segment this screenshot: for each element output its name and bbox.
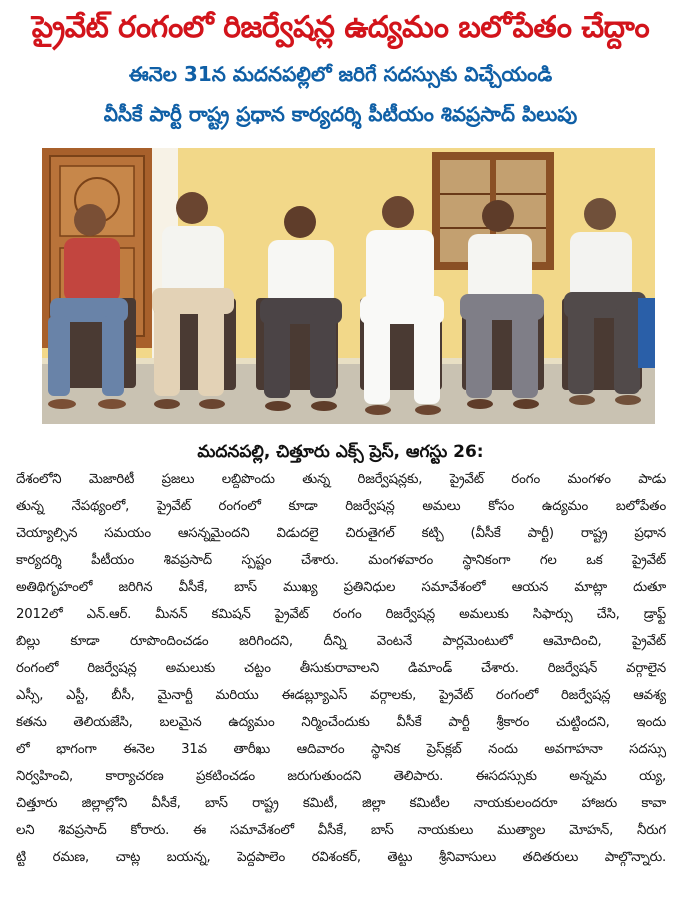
- body-line: నిర్వహించి, కార్యాచరణ ప్రకటించడం జరుగుతుందని తెలిపారు. ఈసదస్సుకు అన్నమ య్య,: [16, 769, 666, 784]
- body-line: కతను తెలియజేసి, బలమైన ఉద్యమం నిర్మించేందుకు వీసీకే పార్టీ శ్రీకారం చుట్టిందని, ఇందు: [16, 715, 666, 730]
- body-line: లో భాగంగా ఈనెల 31వ తారీఖు ఆదివారం స్థానిక ప్రెస్‌క్లబ్ నందు అవగాహనా సదస్సు: [16, 742, 666, 757]
- article-subheadline-2: వీసీకే పార్టీ రాష్ట్ర ప్రధాన కార్యదర్శి పీటీయం శివప్రసాద్ పిలుపు: [103, 102, 578, 126]
- body-line: ఎస్సీ, ఎస్టీ, బీసీ, మైనార్టీ మరియు ఈడబ్ల్యూఎస్ వర్గాలకు, ప్రైవేట్ రంగంలో రిజర్వేషన్ల ఆవశ్య: [16, 688, 666, 703]
- body-line: తున్న నేపథ్యంలో, ప్రైవేట్ రంగంలో కూడా రిజర్వేషన్ల అమలు కోసం ఉద్యమం బలోపేతం: [16, 499, 666, 514]
- article-body: [16, 466, 666, 871]
- body-line: 2012లో ఎన్.ఆర్. మీనన్ కమిషన్ ప్రైవేట్ రంగం రిజర్వేషన్ల అమలుకు సిఫార్సు చేసి, డ్రాఫ్ట్: [16, 607, 666, 622]
- article-subheadline-1: ఈనెల 31న మదనపల్లిలో జరిగే సదస్సుకు విచ్చేయండి: [128, 62, 553, 86]
- body-line: చిత్తూరు జిల్లాల్లోని వీసీకే, బాస్ రాష్ట్ర కమిటీ, జిల్లా కమిటీల నాయకులందరూ హాజరు కావా: [16, 796, 666, 811]
- body-line: ట్టి రమణ, చాట్ల బయన్న, పెద్దపాలెం రవిశంకర్, తెట్టు శ్రీనివాసులు తదితరులు పాల్గొన్నారు.: [16, 850, 666, 865]
- body-line: చెయ్యాల్సిన సమయం ఆసన్నమైందని విడుదలై చిరుతైగల్ కట్చి (వీసీకే పార్టీ) రాష్ట్ర ప్రధాన: [16, 526, 666, 541]
- article-dateline: మదనపల్లి, చిత్తూరు ఎక్స్ ప్రెస్, ఆగస్టు 26:: [197, 442, 484, 462]
- body-line: రంగంలో రిజర్వేషన్ల అమలుకు చట్టం తీసుకురావాలని డిమాండ్ చేశారు. రిజర్వేషన్ వర్గాలైన: [16, 661, 666, 676]
- body-line: కార్యదర్శి పీటీయం శివప్రసాద్ స్పష్టం చేశారు. మంగళవారం స్థానికంగా గల ఒక ప్రైవేట్: [16, 553, 666, 568]
- body-line: దేశంలోని మెజారిటీ ప్రజలు లబ్దిపొందు తున్న రిజర్వేషన్లకు, ప్రైవేట్ రంగం మంగళం పాడు: [16, 472, 666, 487]
- article-headline: ప్రైవేట్ రంగంలో రిజర్వేషన్ల ఉద్యమం బలోపేతం చేద్దాం: [31, 10, 650, 45]
- group-photo: [42, 148, 655, 424]
- body-line: అతిథిగృహంలో జరిగిన వీసీకే, బాస్ ముఖ్య ప్రతినిధుల సమావేశంలో ఆయన మాట్లా దుతూ: [16, 580, 666, 595]
- body-line: లని శివప్రసాద్ కోరారు. ఈ సమావేశంలో వీసీకే, బాస్ నాయకులు ముత్యాల మోహన్, నీరుగ: [16, 823, 666, 838]
- body-line: బిల్లు కూడా రూపొందించడం జరిగిందని, దీన్ని వెంటనే పార్లమెంటులో ఆమోదించి, ప్రైవేట్: [16, 634, 666, 649]
